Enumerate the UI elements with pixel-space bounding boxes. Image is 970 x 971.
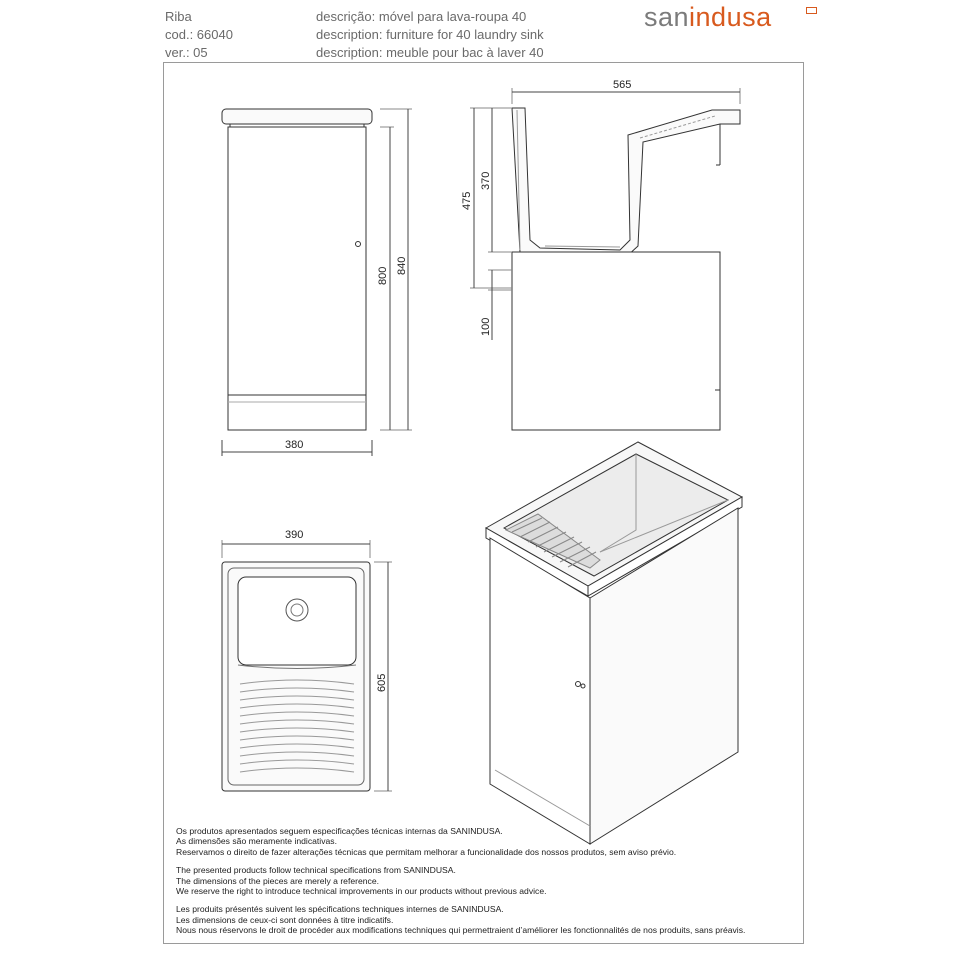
perspective-view bbox=[486, 442, 742, 844]
note-line: The dimensions of the pieces are merely a reference. bbox=[176, 875, 380, 886]
dim-front-height: 800 bbox=[377, 266, 389, 285]
dim-top-width: 390 bbox=[285, 529, 304, 541]
note-line: Les dimensions de ceux-ci sont données à titre indicatifs. bbox=[176, 914, 394, 925]
logo-text-indusa: indusa bbox=[689, 2, 772, 32]
note-line: Os produtos apresentados seguem especificações técnicas internas da SANINDUSA. bbox=[176, 826, 503, 836]
top-view bbox=[222, 540, 392, 791]
product-code: cod.: 66040 bbox=[165, 27, 233, 42]
dim-side-plinth: 100 bbox=[480, 317, 492, 336]
note-line: We reserve the right to introduce technical improvements in our products without previous advice. bbox=[176, 886, 547, 897]
description-fr: description: meuble pour bac à laver 40 bbox=[316, 45, 544, 60]
logo-text-san: san bbox=[644, 2, 690, 32]
product-name: Riba bbox=[165, 9, 192, 24]
dim-front-width: 380 bbox=[285, 439, 304, 451]
notes-pt bbox=[176, 826, 796, 857]
notes-en bbox=[176, 865, 796, 896]
side-view bbox=[470, 88, 740, 430]
description-pt: descrição: móvel para lava-roupa 40 bbox=[316, 9, 527, 24]
disclaimer-notes bbox=[176, 826, 796, 944]
note-line: Reservamos o direito de fazer alterações técnicas que permitam melhorar a funcionalidade dos nossos produtos, sem aviso prévio. bbox=[176, 846, 677, 857]
dim-side-370: 370 bbox=[480, 171, 492, 190]
dim-side-width: 565 bbox=[613, 79, 632, 91]
product-version: ver.: 05 bbox=[165, 45, 208, 60]
dim-top-depth: 605 bbox=[376, 673, 388, 692]
note-line: Nous nous réservons le droit de procéder aux modifications techniques qui permettraient d’améliorer les fonctionnalités de nos produits, sans préavis. bbox=[176, 925, 746, 936]
dim-front-total-height: 840 bbox=[396, 256, 408, 275]
notes-fr bbox=[176, 904, 796, 935]
note-line: Les produits présentés suivent les spécifications techniques internes de SANINDUSA. bbox=[176, 904, 504, 915]
note-line: The presented products follow technical specifications from SANINDUSA. bbox=[176, 865, 456, 876]
dim-side-475: 475 bbox=[461, 191, 473, 210]
note-line: As dimensões são meramente indicativas. bbox=[176, 836, 337, 847]
description-en: description: furniture for 40 laundry sink bbox=[316, 27, 544, 42]
